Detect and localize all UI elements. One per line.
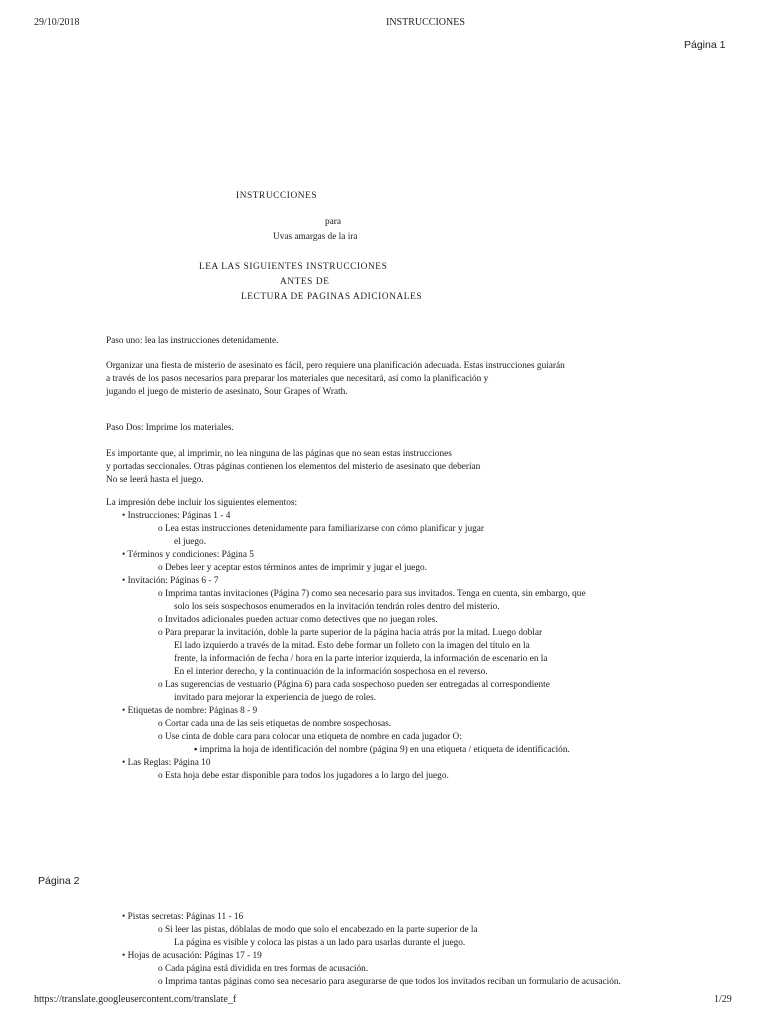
- page-label-2: Página 2: [38, 875, 80, 887]
- notice-line-3: LECTURA DE PAGINAS ADICIONALES: [241, 292, 423, 302]
- print-items-list: [122, 510, 586, 783]
- step-one-heading: Paso uno: lea las instrucciones detenidamente.: [106, 336, 279, 346]
- page-label-1: Página 1: [684, 39, 726, 51]
- list-item: • Términos y condiciones: Página 5: [122, 550, 254, 560]
- page2-items-list: [122, 911, 621, 989]
- list-subitem-cont: invitado para mejorar la experiencia de juego de roles.: [174, 693, 377, 703]
- step-two-line-1: Es importante que, al imprimir, no lea ninguna de las páginas que no sean estas instrucciones: [106, 449, 452, 459]
- list-subsubitem: ▪ imprima la hoja de identificación del nombre (página 9) en una etiqueta / etiqueta de identificación.: [194, 745, 570, 755]
- list-subitem: o Imprima tantas páginas como sea necesario para asegurarse de que todos los invitados reciban un formulario de acusación.: [158, 977, 621, 987]
- list-subitem: o Invitados adicionales pueden actuar como detectives que no juegan roles.: [158, 615, 438, 625]
- list-subitem-cont: El lado izquierdo a través de la mitad. Esto debe formar un folleto con la imagen del título en la: [174, 641, 530, 651]
- list-subitem-cont: solo los seis sospechosos enumerados en la invitación tendrán roles dentro del misterio.: [174, 602, 500, 612]
- print-title: INSTRUCCIONES: [386, 17, 465, 28]
- print-page-count: 1/29: [714, 994, 732, 1005]
- list-subitem-cont: el juego.: [174, 537, 207, 547]
- list-subitem: o Cada página está dividida en tres formas de acusación.: [158, 964, 369, 974]
- list-subitem: o Si leer las pistas, dóblalas de modo que solo el encabezado en la parte superior de la: [158, 925, 478, 935]
- list-subitem-cont: frente, la información de fecha / hora en la parte interior izquierda, la información de escenario en la: [174, 654, 548, 664]
- list-subitem: o Para preparar la invitación, doble la parte superior de la página hacia atrás por la mitad. Luego doblar: [158, 628, 543, 638]
- list-subitem: o Use cinta de doble cara para colocar una etiqueta de nombre en cada jugador O:: [158, 732, 462, 742]
- step-two-line-2: y portadas seccionales. Otras páginas contienen los elementos del misterio de asesinato que deberían: [106, 462, 481, 472]
- list-item: • Hojas de acusación: Páginas 17 - 19: [122, 951, 262, 961]
- list-subitem: o Esta hoja debe estar disponible para todos los jugadores a lo largo del juego.: [158, 771, 449, 781]
- list-subitem-cont: En el interior derecho, y la continuación de la información sospechosa en el reverso.: [174, 667, 488, 677]
- list-subitem: o Imprima tantas invitaciones (Página 7) como sea necesario para sus invitados. Tenga en cuenta, sin embargo, que: [158, 589, 586, 599]
- list-item: • Pistas secretas: Páginas 11 - 16: [122, 912, 244, 922]
- step-two-line-3: No se leerá hasta el juego.: [106, 475, 204, 485]
- doc-title: INSTRUCCIONES: [236, 191, 318, 201]
- step-one-line-3: jugando el juego de misterio de asesinato, Sour Grapes of Wrath.: [106, 387, 348, 397]
- step-one-line-1: Organizar una fiesta de misterio de asesinato es fácil, pero requiere una planificación adecuada. Estas instrucciones guiarán: [106, 361, 565, 371]
- list-item: • Invitación: Páginas 6 - 7: [122, 576, 219, 586]
- list-subitem-cont: La página es visible y coloca las pistas a un lado para usarlas durante el juego.: [174, 938, 466, 948]
- print-url: https://translate.googleusercontent.com/translate_f: [34, 994, 237, 1005]
- print-date: 29/10/2018: [34, 17, 80, 28]
- step-one-paragraph: [106, 360, 565, 399]
- list-item: • Etiquetas de nombre: Páginas 8 - 9: [122, 706, 258, 716]
- game-title: Uvas amargas de la ira: [273, 232, 358, 242]
- list-item: • Las Reglas: Página 10: [122, 758, 211, 768]
- list-item: • Instrucciones: Páginas 1 - 4: [122, 511, 231, 521]
- step-two-paragraph: [106, 448, 480, 487]
- list-subitem: o Debes leer y aceptar estos términos antes de imprimir y jugar el juego.: [158, 563, 428, 573]
- list-subitem: o Cortar cada una de las seis etiquetas de nombre sospechosas.: [158, 719, 392, 729]
- print-list-intro: La impresión debe incluir los siguientes elementos:: [106, 498, 298, 508]
- list-subitem: o Las sugerencias de vestuario (Página 6) para cada sospechoso pueden ser entregadas al correspondiente: [158, 680, 550, 690]
- notice-line-1: LEA LAS SIGUIENTES INSTRUCCIONES: [199, 262, 388, 272]
- step-two-heading: Paso Dos: Imprime los materiales.: [106, 423, 234, 433]
- list-subitem: o Lea estas instrucciones detenidamente para familiarizarse con cómo planificar y jugar: [158, 524, 485, 534]
- notice-line-2: ANTES DE: [280, 277, 330, 287]
- step-one-line-2: a través de los pasos necesarios para preparar los materiales que necesitará, así como la planificación y: [106, 374, 489, 384]
- doc-para: para: [325, 217, 341, 227]
